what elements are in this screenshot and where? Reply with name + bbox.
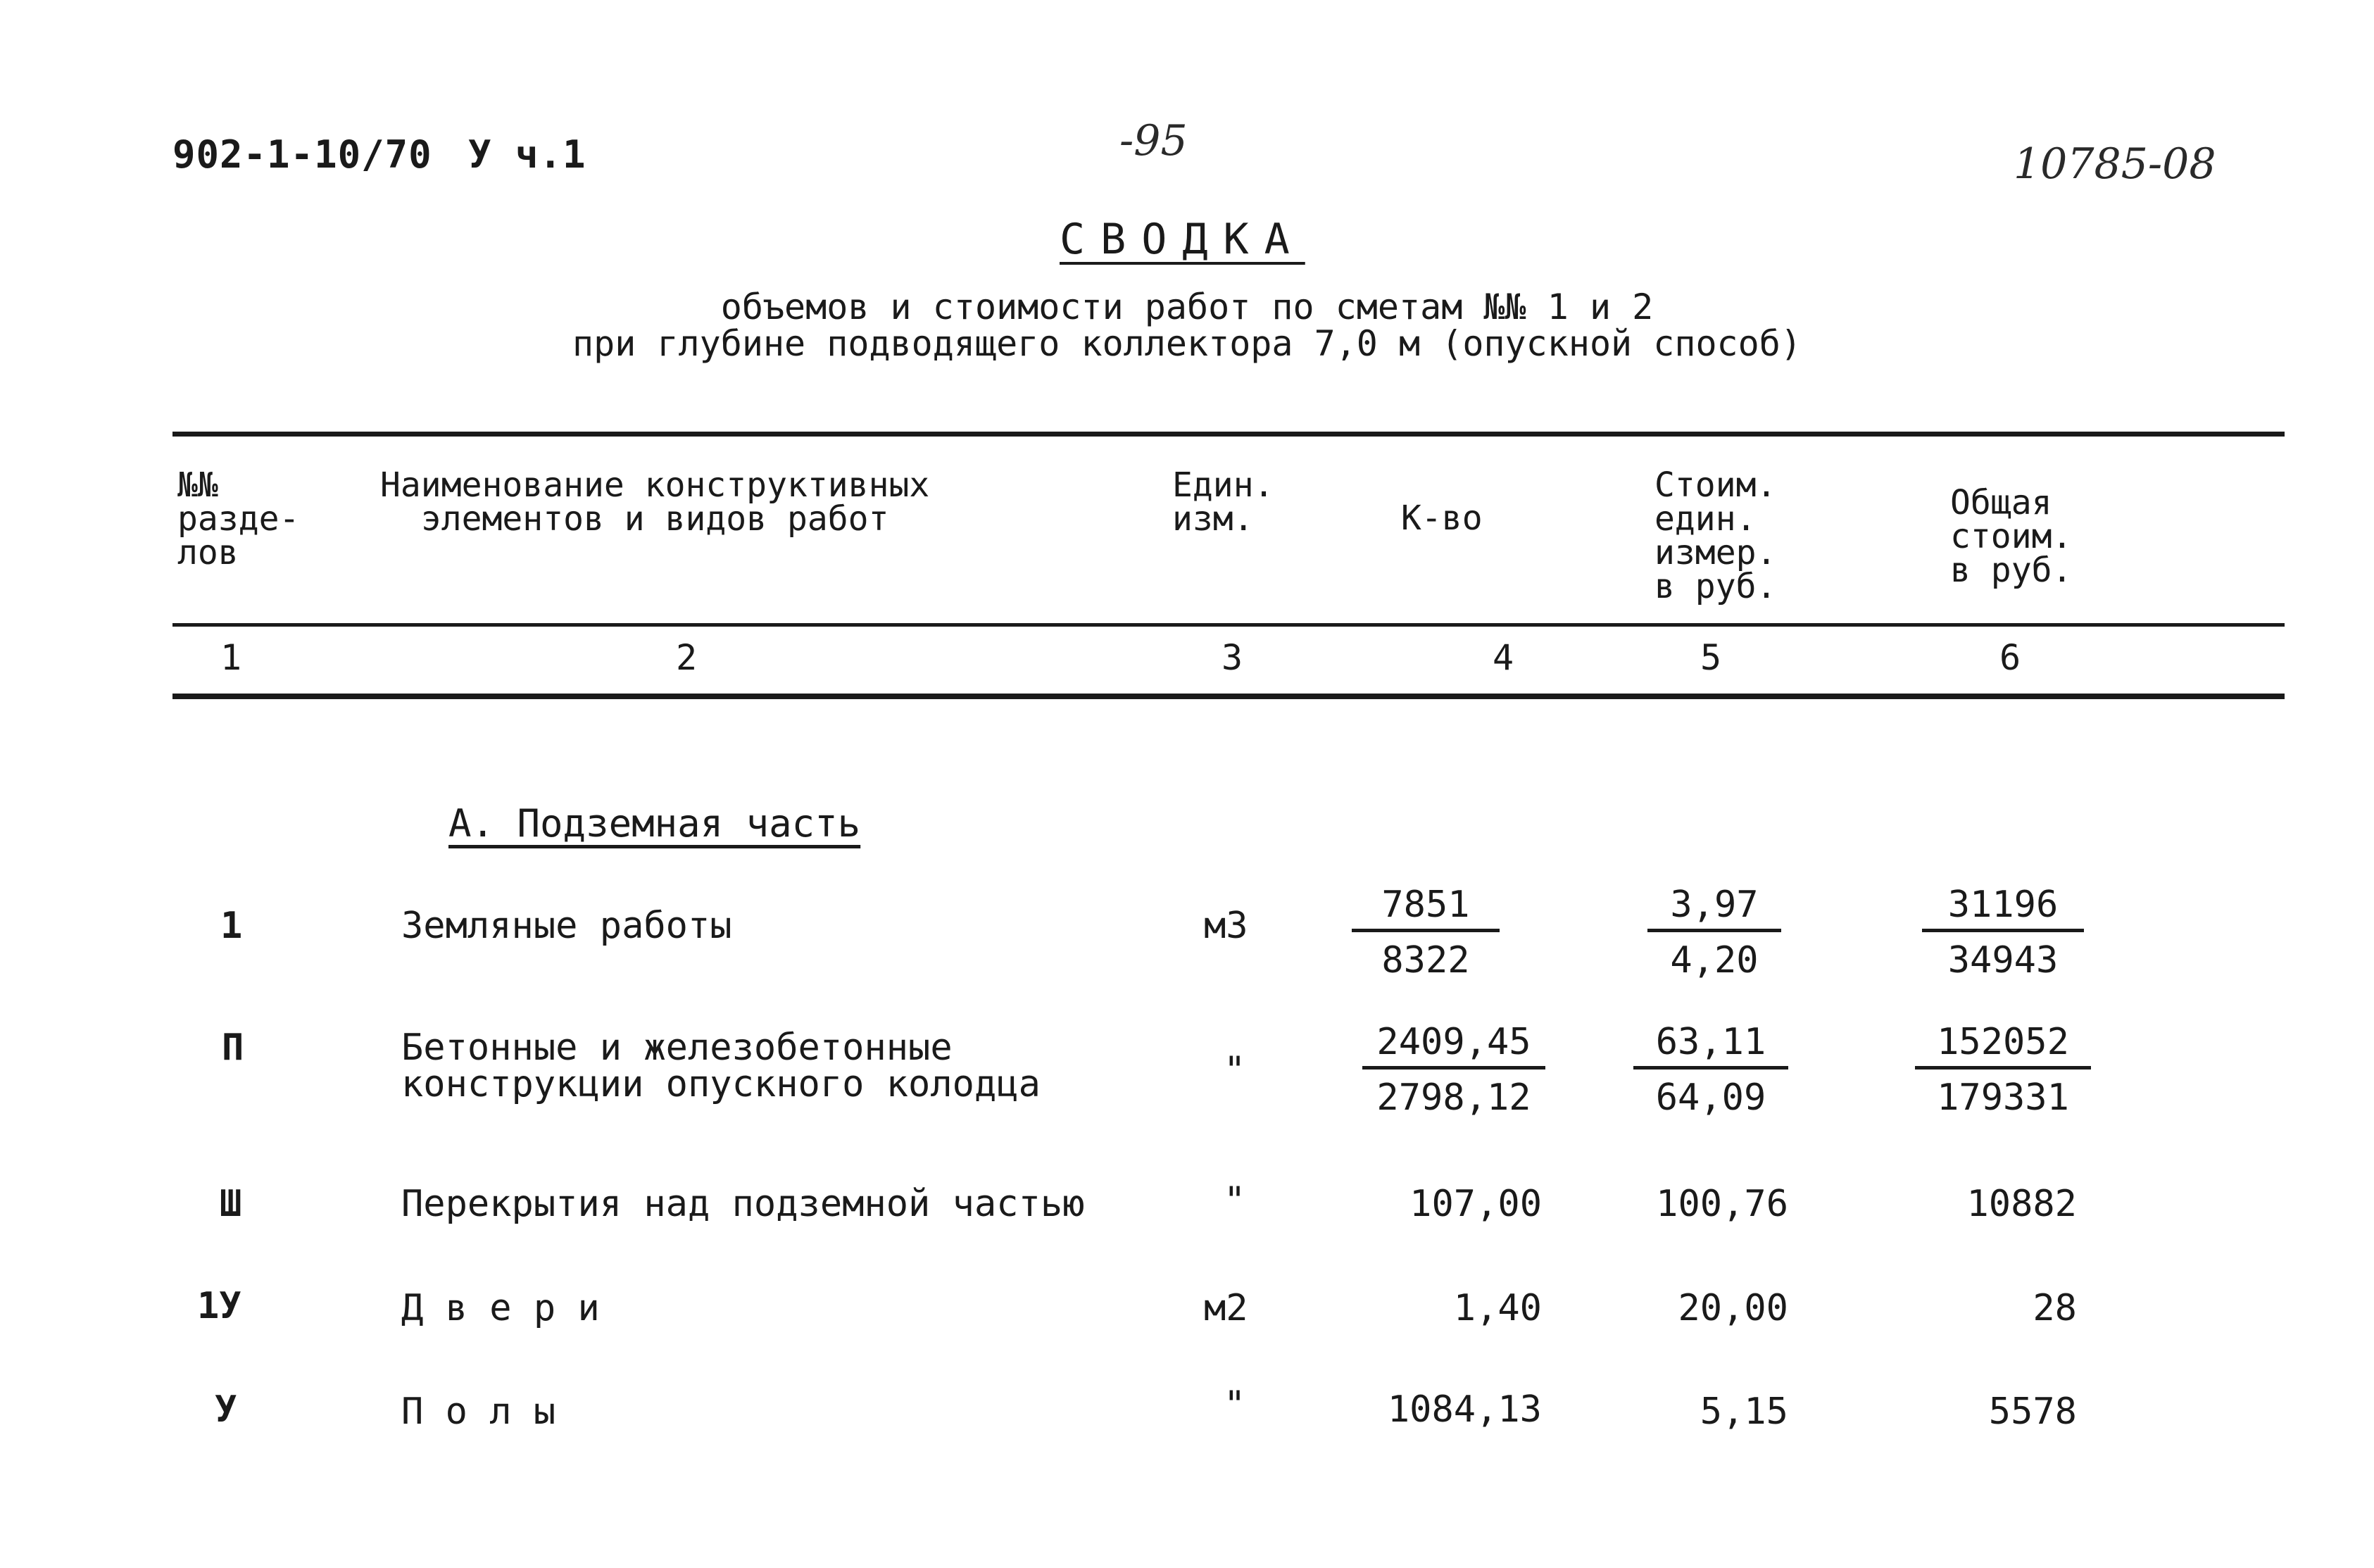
row-unit-price: 100,76 (1656, 1183, 1788, 1225)
col-number-4: 4 (1493, 637, 1514, 678)
row-total: 5578 (1988, 1391, 2077, 1433)
row-unit: " (1224, 1384, 1246, 1426)
document-part: У ч.1 (468, 132, 586, 177)
row-unit-price: 5,15 (1700, 1391, 1788, 1433)
section-heading: А. Подземная часть (448, 801, 861, 846)
row-number: Ш (220, 1183, 242, 1225)
row-unit-price: $\frac{3,97}{4,20}$ (1647, 884, 1781, 981)
row-quantity: $\frac{7851}{8322}$ (1352, 884, 1500, 981)
col-number-3: 3 (1221, 637, 1243, 678)
row-total: 10882 (1966, 1183, 2077, 1225)
col-header-section-no: №№ разде- лов (177, 465, 300, 572)
col-header-quantity: К-во (1401, 498, 1483, 538)
subtitle-line-2: при глубине подводящего коллектора 7,0 м (опускной способ) (572, 323, 1802, 364)
row-unit-price: $\frac{63,11}{64,09}$ (1633, 1021, 1788, 1119)
document-code: 902-1-10/70 (172, 132, 432, 177)
col-number-1: 1 (220, 637, 242, 678)
header-bottom-rule (172, 623, 2285, 627)
archive-number: 10785-08 (2014, 139, 2216, 189)
row-number: 1У (197, 1285, 241, 1327)
row-total: $\frac{31196}{34943}$ (1922, 884, 2084, 981)
row-name: П о л ы (401, 1391, 556, 1433)
column-numbers-rule (172, 694, 2285, 699)
row-name-continued: конструкции опускного колодца (401, 1063, 1041, 1105)
row-quantity: 1,40 (1453, 1287, 1542, 1329)
col-number-2: 2 (676, 637, 698, 678)
col-header-unit: Един. изм. (1172, 465, 1274, 539)
row-number: У (215, 1388, 237, 1431)
page-number: -95 (1119, 116, 1188, 165)
row-total: 28 (2033, 1287, 2077, 1329)
row-unit: м2 (1204, 1287, 1248, 1329)
row-name: Перекрытия над подземной частью (401, 1183, 1085, 1225)
row-name: Д в е р и (401, 1287, 600, 1329)
row-unit: м3 (1204, 905, 1248, 947)
col-number-5: 5 (1700, 637, 1722, 678)
col-header-unit-price: Стоим. един. измер. в руб. (1654, 465, 1777, 606)
row-unit-price: 20,00 (1678, 1287, 1788, 1329)
col-header-name: Наименование конструктивных элементов и видов работ (380, 465, 930, 539)
table-top-rule (172, 432, 2285, 437)
row-name: Бетонные и железобетонные (401, 1027, 953, 1069)
row-unit: " (1224, 1049, 1246, 1091)
col-number-6: 6 (1999, 637, 2021, 678)
row-quantity: 1084,13 (1387, 1388, 1542, 1431)
row-number: П (222, 1027, 244, 1069)
page-title: СВОДКА (1060, 215, 1305, 264)
col-header-total: Общая стоим. в руб. (1950, 483, 2073, 590)
row-name: Земляные работы (401, 905, 732, 947)
row-number: 1 (220, 905, 243, 947)
row-quantity: 107,00 (1409, 1183, 1542, 1225)
row-total: $\frac{152052}{179331}$ (1915, 1021, 2091, 1119)
row-unit: " (1224, 1179, 1246, 1222)
subtitle-line-1: объемов и стоимости работ по сметам №№ 1 и 2 (720, 287, 1654, 327)
row-quantity: $\frac{2409,45}{2798,12}$ (1362, 1021, 1545, 1119)
